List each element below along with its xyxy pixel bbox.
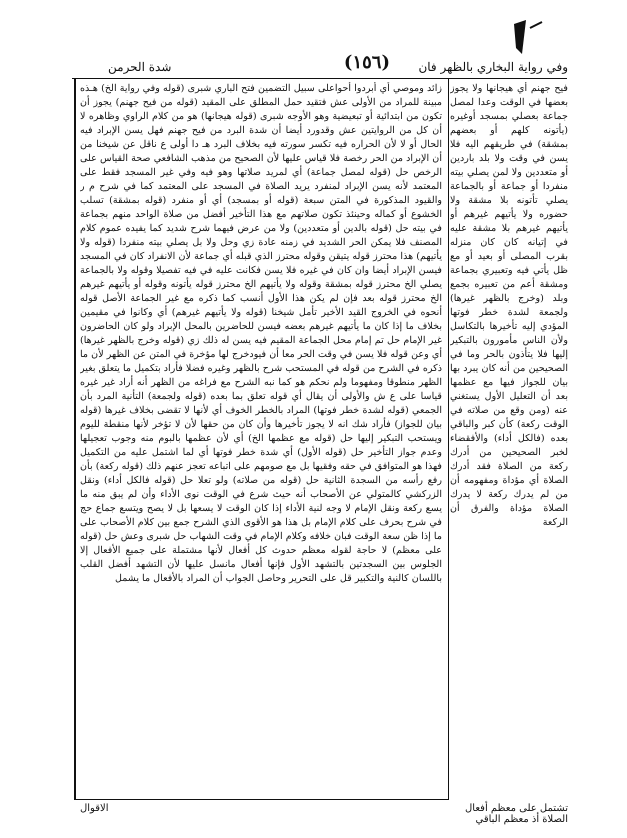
matn-footer-line: تشتمل على معظم أفعال الصلاة أذ معظم الباقي [465, 803, 568, 825]
catchword: الاقوال [80, 803, 109, 814]
running-head [78, 52, 568, 78]
ink-corner-mark [508, 18, 548, 58]
commentary-text-block [80, 82, 442, 794]
page-number: (١٥٦) [343, 52, 390, 73]
running-head-right: وفي رواية البخاري بالظهر فان [418, 60, 568, 74]
matn-text-column [450, 82, 568, 794]
matn-paragraph: فيح جهنم أي هيجانها ولا يجوز بعضها في الوقت وعدا لمصل جماعة بعصلي بمسجد أوغيره (يأتونه كلهم أو بعضهم بمشقة) في طريقهم اليه فلا يسن في وقت ولا بلد باردين أو متعددين ولا لمن يصلي بيته منفردا أو جماعة أو بالجماعة يصلي تأتونه بلا مشقة ولا حضوره ولا يأتيهم غيرهم أو يأتيهم غيرهم بلا مشقة عليه في إتيانه كان كان منزله بقرب المصلى أو بعيد أو مع ظل يأتي فيه وتعبيري بجماعة ومشقة أعم من تعبيره بجمع وبلد (وخرج بالظهر غيرها) ولجمعة لشدة خطر فوتها المؤدي إليه تأخيرها بالتكاسل ولأن الناس مأمورون بالتبكير إليها فلا يتأذون بالحر وما في الصحيحين من أنه كان يبرد بها بيان للجواز فيها مع عظمها بعد أن التعليل الأول يستغني عنه (ومن وقع من صلاته في الوقت ركعة) كأن كبر والباقي بعده (فالكل أداء) والأفقضاء لخبر الصحيحين من أدرك ركعة من الصلاة فقد أدرك الصلاة أي مؤداة ومفهومه أن من لم يدرك ركعة لا يدرك الصلاة مؤداة والفرق أن الركعة [450, 83, 568, 528]
commentary-paragraph: زائد وموصي أي أبردوا أحواعلى سبيل التضمين فتح الباري شبرى (قوله وفي رواية الخ) هـذه مبينة للمراد من الأولى عش فتقيد حمل المطلق على المقيد (قوله من فيح جهنم) يجوز أن تكون من ابتدائية أو تبعيضية وهو الأوجه شبرى (قوله هيجانها) هو من كلام الراوي وظاهره لا أن كل من الروايتين عش وقدورد أيضا أن شدة البرد من فيح جهنم فهل يسن الإبراد فيه الحال أو لا لأن الحراره فيه تكسر سورته فيه بخلاف البرد هـ دا أولى ع ناقل عن شيخنا من أن الإبراد من الحر رخصة فلا قياس عليها لأن الصحيح من مذهب الشافعي صحة القياس على الرخص حل (قوله لمصل جماعة) أي لمريد صلاتها وهو فيه وفي غير المسجد فقط على المعتمد لأنه يسن الإبراد لمنفرد يريد الصلاة في المسجد على المعتمد كما في شرح م ر والقيود المذكورة في المتن سبعة (قوله أو بمسجد) أي أو منفرد (قوله بمشقة) تسلب الخشوع أو كماله وحينئذ تكون صلاتهم مع هذا التأخير أفضل من صلاة الواحد منهم بجماعة في بيته حل (قوله بالدين أو متعددين) ولا من عرض فيهما شرح شديد كما يفيده عموم كلام المصنف فلا يمكن الحر الشديد في زمنه عادة زي وحل ولا بل يصلي بيته منفردا (قوله ولا يأتيهم) هذا محترز قوله يتيقن وقوله محترز الذي قبله أي جماعة لأن الانفراد كان في المسجد فيسن الإبراد أيضا وان كان في غيره فلا يسن فكانت عليه في فيه تفصيلا وقوله ولا بالجماعة يصلي الخ محترز قوله بمشقة وقوله ولا يأتيهم الخ محترز قوله يأتونه وقوله أو يأتيهم غيرهم الخ محترز قوله بعد فإن لم يكن هذا الأول أنسب كما ذكره مع غير الجماعة الأصل قوله أنحوه في الخروج القيد الأخير تأمل شيخنا (قوله ولا يأتيهم غيرهم) أي وكانوا في مقيمين بخلاف ما إذا كان ما يأتيهم غيرهم بعضه فيسن للحاضرين بالمحل الإبراد ولو كان الحاضرون غير الإمام حل تم إمام محل الجماعة المقيم فيه يسن له ذلك زي (قوله وخرج بالظهر غيرها) أي وعن قوله فلا يسن في وقت الحر معا أن فيودخرج لها مؤخرة في المتن عن الظهر لأن ما ذكره في الشرح من قوله في المستحب شرح بالظهر وغيره فضلا فأراد بتكميل ما يتعلق بغير الظهر منطوقا ومفهوما ولم نحكم هو كما نبه الشرح مع فراغه من الظهر أنه أراد غير غيره قياسا على ع ش والأولى أن يقال أي قوله تعلق بما بعده (قوله ولجمعة) التأنية المرد بأن الجمعي (قوله لشدة خطر فوتها) المراد بالخطر الخوف أي لأنها لا تقضى بخلاف غيرها (قوله بيان للجواز) فأراد شك انه لا يجوز تأخيرها وأن كان من حقها لأن لا تؤخر لأنها منقطة لليوم ويستحب التبكير إليها حل (قوله مع عظمها الخ) أي لأن عظمها بالبوم منه وجوب تعجيلها وعدم جواز التأخير حل (قوله الأول) أي شدة خطر فوتها أي لما اشتمل عليه من التكميل فهذا هو المتوافق في حقه وفقيها بل مع صومهم على اتباعه تعجز عنهم ذلك (قوله ركعة) بأن رفع رأسه من السجدة الثانية حل (قوله من صلاته) ولو تعلا حل (قوله فالكل أداء) ونقل الزركشي كالمتولي عن الأصحاب أنه حيث شرع في الوقت نوى الأداء وأن لم يبق منه ما يسع ركعة ونقل الإمام لا وجه لنية الأداء إذا كان الوقت لا يسعها بل لا يصح ويتسع جماع حج في شرح بحرف على كلام الإمام بل هذا هو الأقوى الذي الشرح جمع بين كلام الأصحاب على ما إذا ظن سعة الوقت فبان خلافه وكلام الإمام في وقت الشهاب حل شبرى وعش حل (قوله على معظم) لا حاجة لقوله معظم حدوث كل أفعال لأنها مشتملة على جميع الأفعال إلا الجلوس بين السجدتين بالتشهد الأول فإنها أفعال مانسل عليها لأن التشهد أفضل القلب باللسان كالنية والتكبير قل على التحرير وحاصل الجواب أن المراد بالأفعال ما يشمل [80, 83, 442, 584]
running-head-left: شدة الحرمن [108, 60, 172, 74]
